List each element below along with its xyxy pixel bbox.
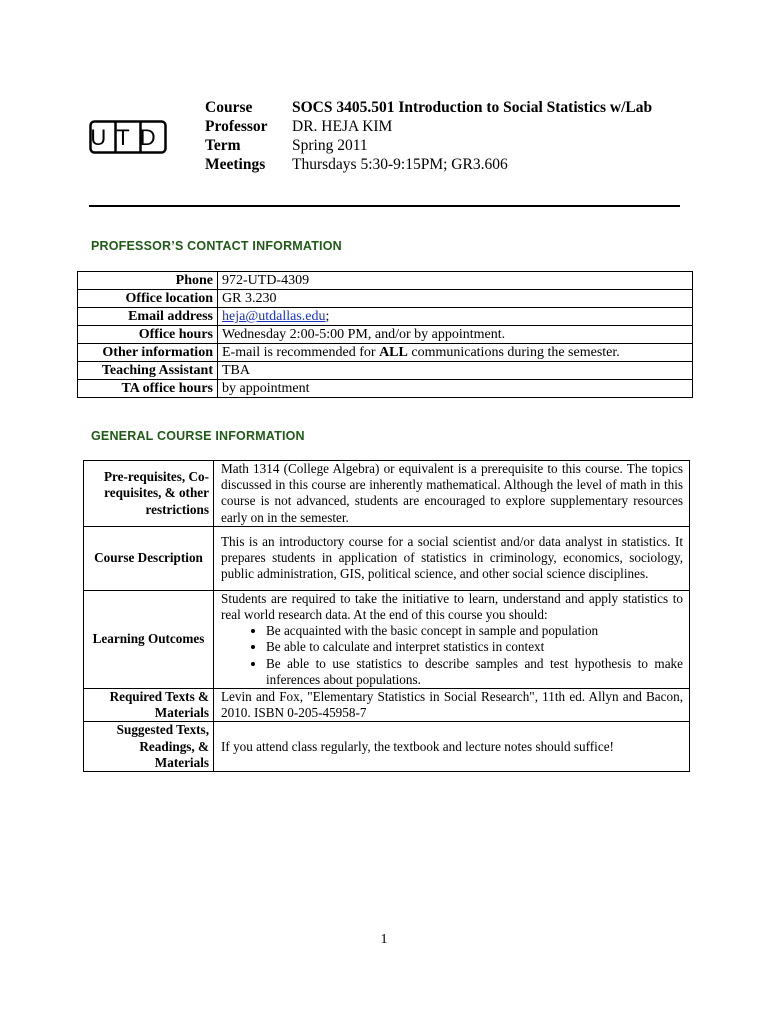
table-row	[78, 290, 693, 308]
ta-value: TBA	[218, 362, 693, 380]
course-label: Course	[205, 99, 253, 116]
table-row	[78, 380, 693, 398]
table-row	[78, 326, 693, 344]
general-table	[83, 460, 690, 772]
header-divider	[89, 205, 680, 207]
email-label: Email address	[78, 308, 218, 326]
email-link[interactable]: heja@utdallas.edu	[222, 309, 326, 324]
texts-value: Levin and Fox, "Elementary Statistics in Social Research", 11th ed. Allyn and Bacon, 2010. ISBN 0-205-45958-7	[214, 689, 690, 722]
list-item: • Be able to calculate and interpret statistics in context	[266, 639, 683, 655]
prereq-value: Math 1314 (College Algebra) or equivalent is a prerequisite to this course. The topics discussed in this course are inherently mathematical. Although the level of math in this course is not advanced, students are encouraged to explore supplementary resources early on in the semester.	[214, 461, 690, 527]
outcomes-intro: Students are required to take the initiative to learn, understand and apply statistics to real world research data. At the end of this course you should:	[221, 590, 683, 623]
table-row	[78, 272, 693, 290]
professor-row	[205, 117, 652, 136]
table-row	[84, 722, 690, 772]
other-bold: ALL	[379, 345, 408, 360]
list-item: • Be acquainted with the basic concept in sample and population	[266, 623, 683, 639]
office-label: Office location	[78, 290, 218, 308]
table-row	[78, 308, 693, 326]
ta-hours-value: by appointment	[218, 380, 693, 398]
outcomes-label: Learning Outcomes	[84, 590, 214, 688]
utd-logo	[89, 120, 167, 154]
table-row	[84, 689, 690, 722]
term-row	[205, 136, 652, 155]
list-item: • Be able to use statistics to describe samples and test hypothesis to make inferences about populations.	[266, 656, 683, 688]
table-row	[84, 590, 690, 688]
office-value: GR 3.230	[218, 290, 693, 308]
page-number: 1	[380, 932, 388, 947]
other-pre: E-mail is recommended for	[222, 345, 380, 360]
outcomes-list	[221, 623, 683, 688]
email-suffix: ;	[325, 309, 330, 324]
course-row	[205, 98, 652, 117]
ta-label: Teaching Assistant	[78, 362, 218, 380]
other-label: Other information	[78, 344, 218, 362]
meetings-label: Meetings	[205, 156, 266, 173]
course-value: SOCS 3405.501 Introduction to Social Statistics w/Lab	[292, 99, 653, 116]
ta-hours-label: TA office hours	[78, 380, 218, 398]
table-row	[84, 461, 690, 527]
contact-table	[77, 271, 693, 398]
general-section-title: GENERAL COURSE INFORMATION	[91, 429, 305, 443]
table-row	[78, 362, 693, 380]
meetings-row	[205, 155, 652, 174]
hours-label: Office hours	[78, 326, 218, 344]
contact-section-title: PROFESSOR’S CONTACT INFORMATION	[91, 239, 342, 253]
prereq-label: Pre-requisites, Co-requisites, & other restrictions	[84, 461, 214, 527]
other-value	[218, 344, 693, 362]
term-value: Spring 2011	[292, 137, 368, 154]
professor-value: DR. HEJA KIM	[292, 118, 393, 135]
desc-label: Course Description	[84, 526, 214, 590]
email-cell	[218, 308, 693, 326]
professor-label: Professor	[205, 118, 268, 135]
term-label: Term	[205, 137, 241, 154]
desc-value: This is an introductory course for a social scientist and/or data analyst in statistics. It prepares students in application of statistics in criminology, economics, sociology, public administration, GIS, political science, and other social science disciplines.	[214, 526, 690, 590]
suggested-label: Suggested Texts, Readings, & Materials	[84, 722, 214, 772]
course-header	[205, 98, 652, 174]
hours-value: Wednesday 2:00-5:00 PM, and/or by appointment.	[218, 326, 693, 344]
logo-text: UTD	[90, 125, 166, 150]
other-post: communications during the semester.	[407, 345, 620, 360]
outcomes-cell	[214, 590, 690, 688]
suggested-value: If you attend class regularly, the textbook and lecture notes should suffice!	[214, 722, 690, 772]
table-row	[84, 526, 690, 590]
table-row	[78, 344, 693, 362]
phone-label: Phone	[78, 272, 218, 290]
texts-label: Required Texts & Materials	[84, 689, 214, 722]
meetings-value: Thursdays 5:30-9:15PM; GR3.606	[292, 156, 508, 173]
phone-value: 972-UTD-4309	[218, 272, 693, 290]
